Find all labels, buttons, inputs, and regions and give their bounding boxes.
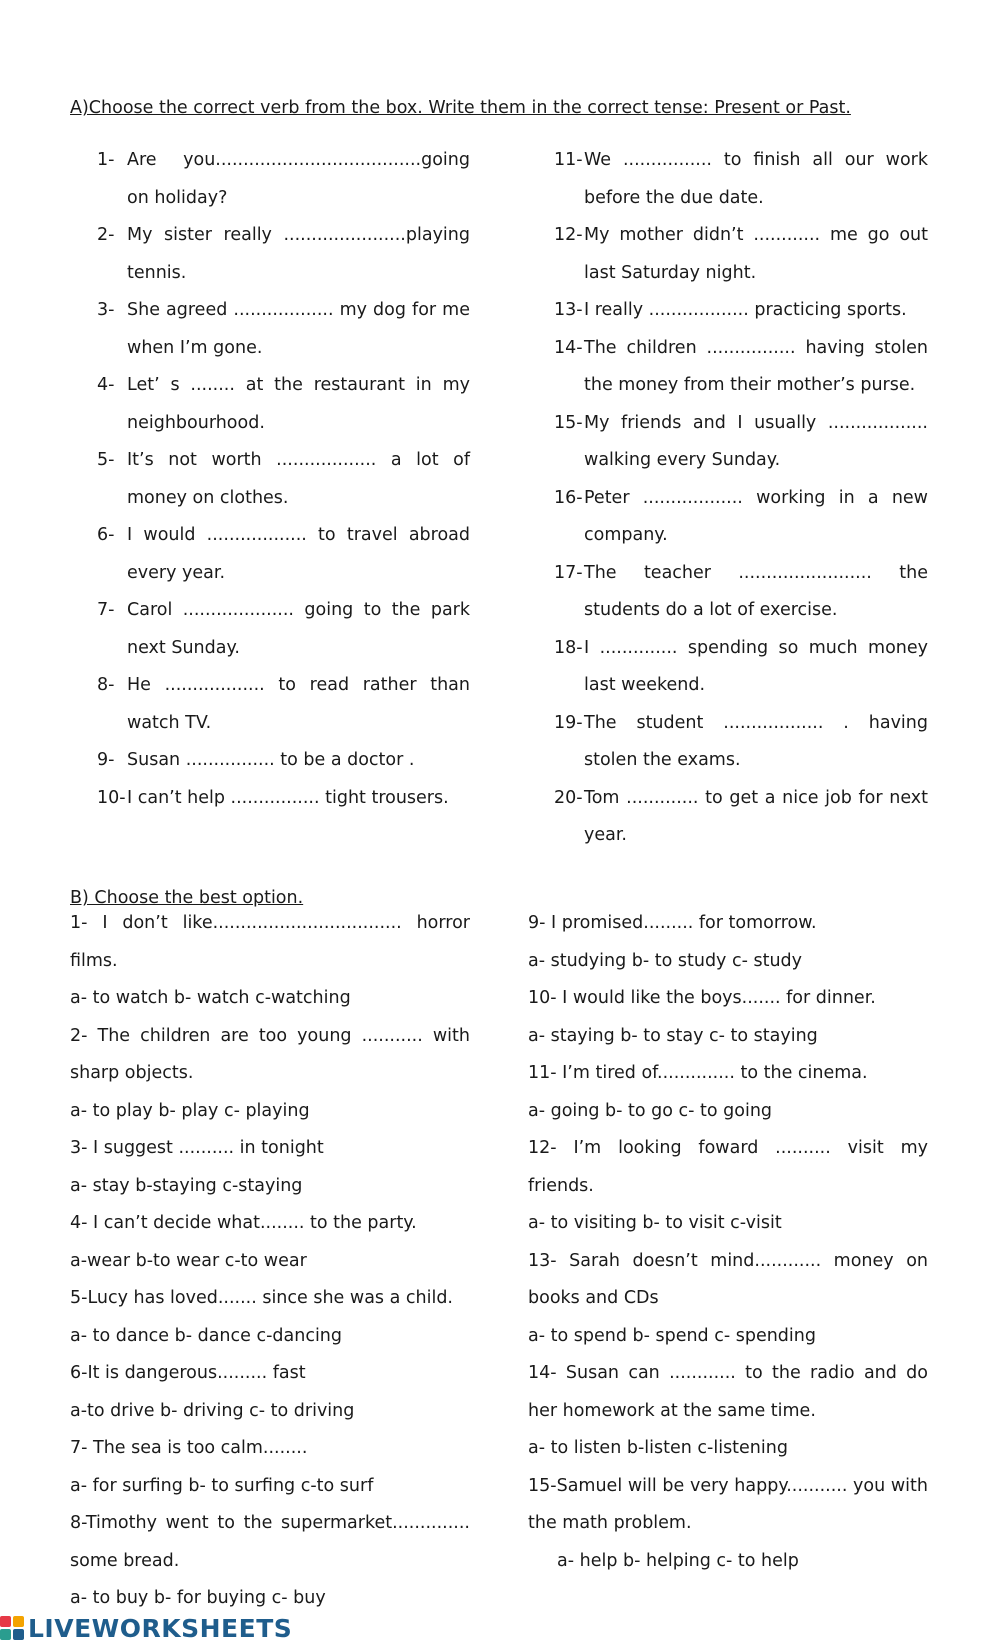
question-text: I can’t help ................ tight trousers. bbox=[127, 787, 449, 808]
question-number: 17- bbox=[554, 562, 583, 583]
part-b-question: 11- I’m tired of.............. to the cinema. bbox=[528, 1063, 868, 1083]
answer-options: a- to dance b- dance c-dancing bbox=[70, 1325, 343, 1346]
question-text: The student .................. . having stolen the exams. bbox=[584, 712, 928, 770]
question-text: My sister really ......................playing tennis. bbox=[127, 225, 470, 283]
part-a-question bbox=[97, 367, 470, 442]
answer-options: a-to drive b- driving c- to driving bbox=[70, 1400, 355, 1421]
question-number: 1- bbox=[97, 150, 115, 170]
part-b-question: 9- I promised......... for tomorrow. bbox=[528, 913, 817, 933]
part-a-question bbox=[554, 142, 928, 217]
part-a-question bbox=[97, 292, 470, 367]
part-a-question bbox=[97, 517, 470, 592]
question-text: We ................ to finish all our work before the due date. bbox=[584, 150, 928, 208]
part-b-question: 12- I’m looking foward .......... visit my friends. bbox=[528, 1138, 928, 1196]
part-b-question: 2- The children are too young ........... with sharp objects. bbox=[70, 1025, 470, 1083]
question-number: 14- bbox=[554, 337, 583, 358]
question-text: Peter .................. working in a new company. bbox=[584, 487, 928, 545]
answer-options: a- to play b- play c- playing bbox=[70, 1100, 310, 1121]
part-a-right-column bbox=[554, 142, 928, 855]
question-number: 11- bbox=[554, 150, 583, 170]
question-text: The teacher ........................ the students do a lot of exercise. bbox=[584, 562, 928, 620]
part-b-heading: B) Choose the best option. bbox=[70, 888, 304, 908]
question-text: I would .................. to travel abroad every year. bbox=[127, 525, 470, 583]
logo-square bbox=[13, 1616, 24, 1627]
part-a-question bbox=[554, 480, 928, 555]
part-a-question bbox=[97, 742, 470, 780]
question-text: Are you.....................................going on holiday? bbox=[127, 150, 470, 208]
part-a-question bbox=[554, 780, 928, 855]
answer-options: a- help b- helping c- to help bbox=[557, 1550, 799, 1571]
question-text: Susan ................ to be a doctor . bbox=[127, 750, 415, 770]
question-number: 7- bbox=[97, 600, 115, 620]
question-number: 10- bbox=[97, 787, 126, 808]
part-a-question bbox=[97, 667, 470, 742]
part-b-question: 3- I suggest .......... in tonight bbox=[70, 1138, 324, 1158]
part-b-question: 6-It is dangerous......... fast bbox=[70, 1363, 306, 1383]
question-text: Tom ............. to get a nice job for next year. bbox=[584, 787, 928, 845]
answer-options: a- studying b- to study c- study bbox=[528, 950, 803, 971]
question-number: 12- bbox=[554, 225, 583, 245]
part-a-question bbox=[554, 555, 928, 630]
part-b-question: 10- I would like the boys....... for dinner. bbox=[528, 988, 876, 1008]
answer-options: a-wear b-to wear c-to wear bbox=[70, 1250, 307, 1271]
question-number: 4- bbox=[97, 375, 115, 395]
question-text: My mother didn’t ............ me go out last Saturday night. bbox=[584, 225, 928, 283]
question-number: 19- bbox=[554, 712, 583, 733]
question-number: 13- bbox=[554, 300, 583, 320]
question-text: It’s not worth .................. a lot of money on clothes. bbox=[127, 450, 470, 508]
part-a-question bbox=[97, 780, 470, 818]
answer-options: a- to listen b-listen c-listening bbox=[528, 1438, 788, 1458]
question-number: 2- bbox=[97, 225, 115, 245]
question-number: 5- bbox=[97, 450, 115, 470]
part-b-question: 5-Lucy has loved....... since she was a child. bbox=[70, 1288, 453, 1308]
part-b-question: 13- Sarah doesn’t mind............ money on books and CDs bbox=[528, 1250, 928, 1308]
part-a-question bbox=[554, 705, 928, 780]
question-number: 6- bbox=[97, 525, 115, 545]
part-a-question bbox=[97, 592, 470, 667]
answer-options: a- to watch b- watch c-watching bbox=[70, 988, 351, 1008]
logo-square bbox=[0, 1616, 11, 1627]
part-a-question bbox=[554, 330, 928, 405]
part-a-question bbox=[554, 405, 928, 480]
answer-options: a- staying b- to stay c- to staying bbox=[528, 1025, 818, 1046]
brand-name: LIVEWORKSHEETS bbox=[28, 1613, 293, 1643]
answer-options: a- stay b-staying c-staying bbox=[70, 1175, 303, 1196]
question-number: 16- bbox=[554, 487, 583, 508]
part-b-question: 8-Timothy went to the supermarket.............. some bread. bbox=[70, 1513, 470, 1571]
part-a-left-column bbox=[97, 142, 470, 817]
question-number: 3- bbox=[97, 300, 115, 320]
answer-options: a- going b- to go c- to going bbox=[528, 1100, 773, 1121]
question-number: 8- bbox=[97, 675, 115, 695]
logo-square bbox=[13, 1629, 24, 1640]
answer-options: a- to spend b- spend c- spending bbox=[528, 1325, 816, 1346]
question-text: He .................. to read rather than watch TV. bbox=[127, 675, 470, 733]
part-a-heading: A)Choose the correct verb from the box. Write them in the correct tense: Present or Past. bbox=[70, 98, 851, 118]
answer-options: a- to visiting b- to visit c-visit bbox=[528, 1213, 782, 1233]
part-a-question bbox=[97, 142, 470, 217]
answer-options: a- to buy b- for buying c- buy bbox=[70, 1588, 326, 1608]
question-text: My friends and I usually .................. walking every Sunday. bbox=[584, 412, 928, 470]
question-number: 9- bbox=[97, 750, 115, 770]
part-b-right-column bbox=[528, 905, 928, 1580]
question-text: Let’ s ........ at the restaurant in my neighbourhood. bbox=[127, 375, 470, 433]
part-b-question: 4- I can’t decide what........ to the party. bbox=[70, 1213, 417, 1233]
question-text: I .............. spending so much money last weekend. bbox=[584, 637, 928, 695]
question-text: Carol .................... going to the park next Sunday. bbox=[127, 600, 470, 658]
question-text: I really .................. practicing sports. bbox=[584, 300, 907, 320]
question-text: The children ................ having stolen the money from their mother’s purse. bbox=[584, 337, 928, 395]
footer-brand bbox=[0, 1615, 292, 1641]
part-b-question: 14- Susan can ............ to the radio and do her homework at the same time. bbox=[528, 1363, 928, 1421]
part-b-left-column bbox=[70, 905, 470, 1618]
logo-square bbox=[0, 1629, 11, 1640]
part-b-question: 1- I don’t like.................................. horror films. bbox=[70, 913, 470, 971]
question-text: She agreed .................. my dog for me when I’m gone. bbox=[127, 300, 470, 358]
answer-options: a- for surfing b- to surfing c-to surf bbox=[70, 1475, 374, 1496]
question-number: 20- bbox=[554, 787, 583, 808]
part-a-question bbox=[97, 442, 470, 517]
part-a-question bbox=[554, 630, 928, 705]
part-a-question bbox=[554, 292, 928, 330]
part-a-question bbox=[97, 217, 470, 292]
question-number: 18- bbox=[554, 637, 583, 658]
part-a-question bbox=[554, 217, 928, 292]
liveworksheets-logo-icon bbox=[0, 1616, 24, 1640]
question-number: 15- bbox=[554, 412, 583, 433]
part-b-question: 15-Samuel will be very happy........... you with the math problem. bbox=[528, 1475, 928, 1533]
part-b-question: 7- The sea is too calm........ bbox=[70, 1438, 308, 1458]
